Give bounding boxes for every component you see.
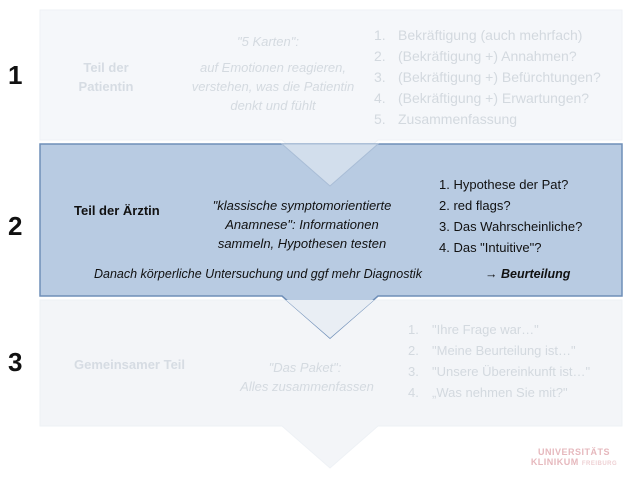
- arrow-right-icon: →: [485, 267, 498, 281]
- step-number-3: 3: [8, 347, 23, 377]
- section-3-package-description: Alles zusammenfassen: [240, 379, 374, 394]
- list-item: 3. "Unsere Übereinkunft ist…": [408, 364, 591, 379]
- section-2-method: "klassische symptomorientierte Anamnese": Informationen sammeln, Hypothesen testen: [212, 198, 392, 251]
- list-item: 2. red flags?: [439, 198, 511, 213]
- section-2-exam-text: Danach körperliche Untersuchung und ggf mehr Diagnostik: [94, 267, 422, 281]
- section-1-list: [374, 27, 601, 132]
- list-item: 1. Hypothese der Pat?: [439, 177, 569, 192]
- list-item: 4. (Bekräftigung +) Erwartungen?: [374, 90, 590, 106]
- list-item: 5. Zusammenfassung: [374, 111, 518, 127]
- list-item: 2. (Bekräftigung +) Annahmen?: [374, 48, 577, 64]
- step-number-1: 1: [8, 60, 23, 90]
- section-1-cards-description: auf Emotionen reagieren, verstehen, was die Patientin denkt und fühlt: [191, 60, 355, 113]
- step-number-2: 2: [8, 211, 23, 241]
- list-item: 2. "Meine Beurteilung ist…": [408, 343, 576, 358]
- section-3-label: Gemeinsamer Teil: [74, 357, 186, 372]
- section-2-list: [439, 177, 582, 261]
- list-item: 4. „Was nehmen Sie mit?": [408, 385, 568, 400]
- list-item: 1. "Ihre Frage war…": [408, 322, 539, 337]
- section-2-result-label: Beurteilung: [500, 267, 571, 281]
- section-3-list: [408, 322, 590, 406]
- section-2-result: [485, 267, 570, 281]
- section-1-cards-title: "5 Karten":: [237, 34, 299, 49]
- logo: [524, 447, 624, 469]
- list-item: 3. Das Wahrscheinliche?: [439, 219, 583, 234]
- logo-sub: FREIBURG: [581, 461, 618, 467]
- list-item: 3. (Bekräftigung +) Befürchtungen?: [374, 69, 601, 85]
- list-item: 1. Bekräftigung (auch mehrfach): [374, 27, 583, 43]
- logo-name-line1: UNIVERSITÄTS: [537, 447, 610, 457]
- list-item: 4. Das "Intuitive"?: [439, 240, 542, 255]
- section-1-label: Teil der Patientin: [78, 60, 134, 94]
- section-3-package-title: "Das Paket":: [268, 360, 342, 375]
- section-2-label: Teil der Ärztin: [74, 203, 160, 218]
- logo-name-line2: KLINIKUM: [530, 457, 579, 467]
